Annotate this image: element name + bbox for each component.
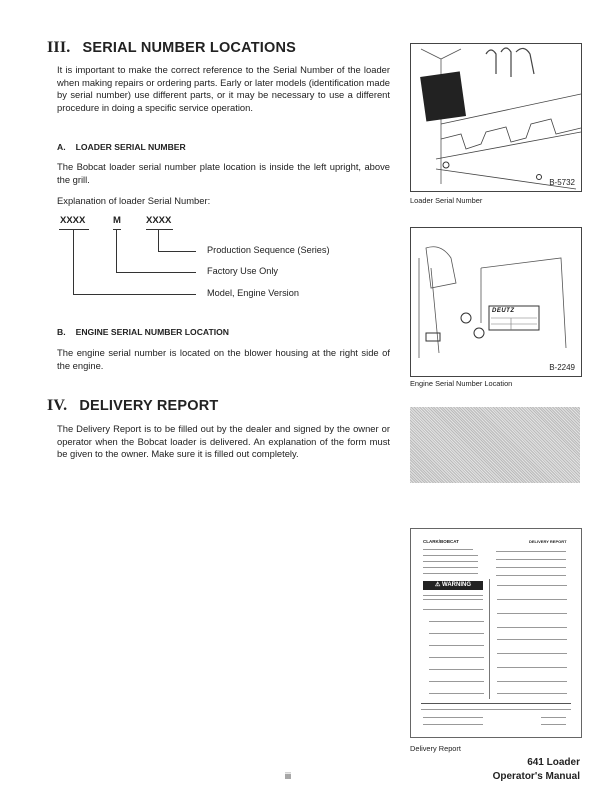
delivery-report-caption: Delivery Report: [410, 744, 461, 753]
figure-code: B-5732: [549, 178, 575, 187]
serial-code-factory: M: [113, 215, 121, 226]
subsection-b-text: The engine serial number is located on the blower housing at the right side of the engine.: [57, 347, 390, 371]
label-model-engine: Model, Engine Version: [207, 288, 299, 298]
engine-plate-brand: DEUTZ: [492, 308, 515, 314]
section-4-text: The Delivery Report is to be filled out by the dealer and signed by the owner or operator when the Bobcat loader is delivered. An explanation of the form must be given to the owner. Make sure it is filled out completely.: [57, 423, 390, 460]
serial-code-model: XXXX: [60, 215, 86, 226]
warning-banner: ⚠ WARNING: [423, 581, 483, 590]
figure-code: B-2249: [549, 363, 575, 372]
subsection-a-heading: A. LOADER SERIAL NUMBER: [57, 142, 186, 152]
loader-figure-caption: Loader Serial Number: [410, 196, 483, 205]
loader-grill-illustration: [411, 44, 581, 191]
label-production-sequence: Production Sequence (Series): [207, 245, 330, 255]
page-number: iii: [285, 771, 291, 781]
delivery-report-form-image: CLARK/BOBCAT DELIVERY REPORT ⚠ WARNING: [410, 528, 582, 738]
section-3-heading: III. SERIAL NUMBER LOCATIONS: [47, 39, 296, 56]
serial-code-sequence: XXXX: [146, 215, 172, 226]
loader-serial-figure: [410, 43, 582, 192]
footer-manual-title: Operator's Manual: [492, 771, 580, 782]
subsection-b-heading: B. ENGINE SERIAL NUMBER LOCATION: [57, 327, 230, 337]
engine-figure-caption: Engine Serial Number Location: [410, 379, 513, 388]
subsection-a-text: The Bobcat loader serial number plate location is inside the left upright, above the grill.: [57, 161, 390, 185]
label-factory-use: Factory Use Only: [207, 266, 278, 276]
engine-serial-figure: [410, 227, 582, 377]
section-3-intro: It is important to make the correct reference to the Serial Number of the loader when making repairs or ordering parts. Early or later models (identification made by serial number) use different parts, or it may be necessary to use a different procedure in doing a specific service operation.: [57, 64, 390, 113]
section-4-heading: IV. DELIVERY REPORT: [47, 397, 219, 414]
serial-explain-label: Explanation of loader Serial Number:: [57, 195, 211, 206]
engine-illustration: [411, 228, 581, 376]
blank-hatched-figure: [410, 407, 580, 483]
footer-model: 641 Loader: [527, 757, 580, 768]
